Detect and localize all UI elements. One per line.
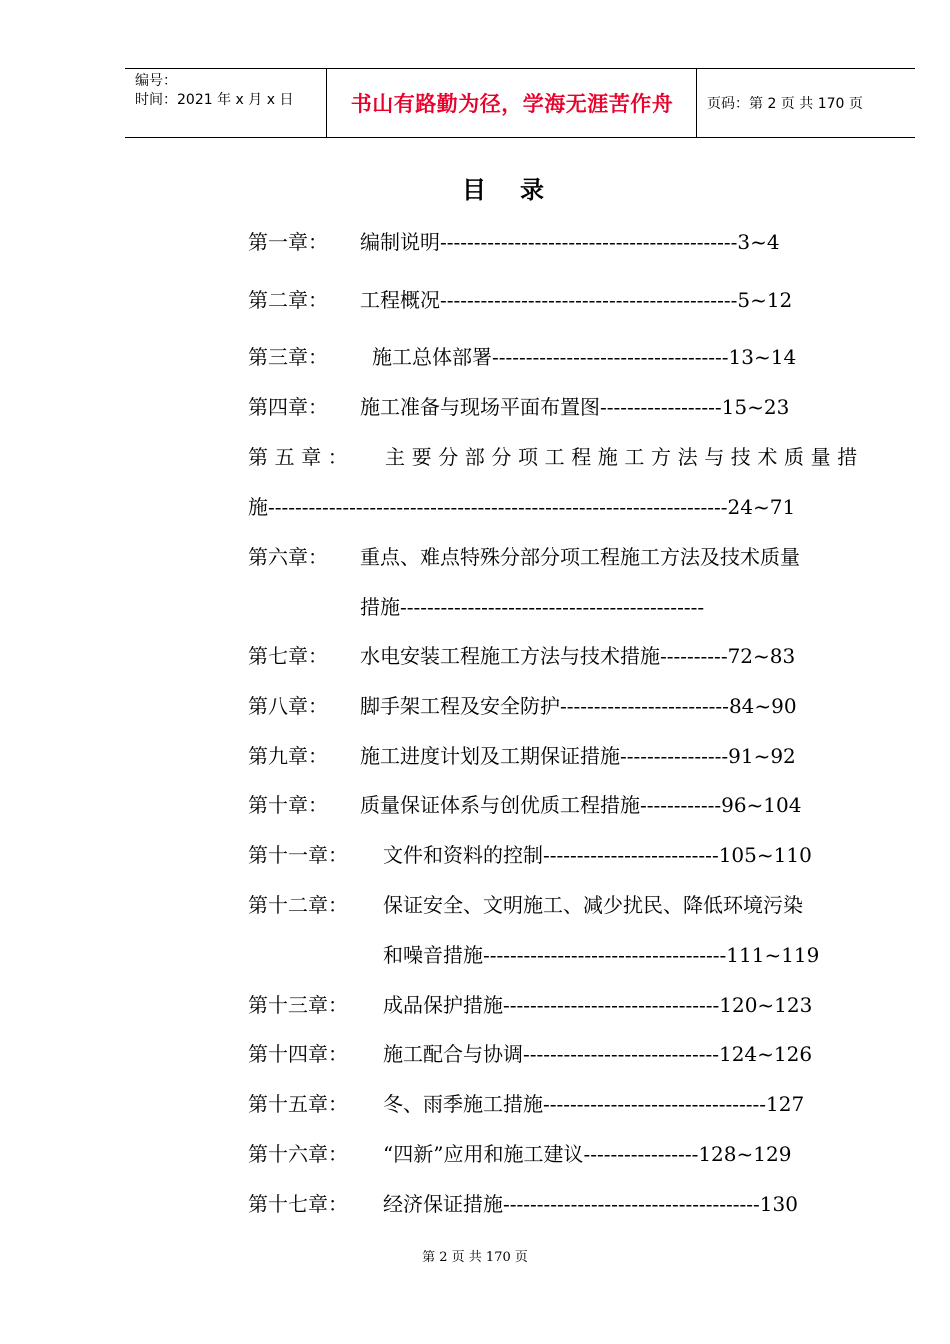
toc-chapter: 第十六章： (248, 1142, 348, 1166)
toc-chapter: 第二章： (248, 288, 328, 312)
toc-text: 质量保证体系与创优质工程措施------------96~104 (360, 793, 802, 817)
toc-chapter: 第四章： (248, 395, 328, 419)
toc-text: 施工准备与现场平面布置图------------------15~23 (360, 395, 790, 419)
toc-text: 水电安装工程施工方法与技术措施----------72~83 (360, 644, 796, 668)
toc-text: 施--------------------------------------------------------------------24~71 (248, 495, 796, 519)
toc-text: 脚手架工程及安全防护-------------------------84~90 (360, 694, 797, 718)
toc-chapter: 第十三章： (248, 993, 348, 1017)
toc-text: 重点、难点特殊分部分项工程施工方法及技术质量 (360, 545, 800, 569)
header-divider (696, 69, 697, 137)
toc-text: 措施--------------------------------------------- (360, 595, 705, 619)
toc-text: 施工进度计划及工期保证措施----------------91~92 (360, 744, 796, 768)
toc-chapter: 第五章： (248, 445, 355, 469)
toc-chapter: 第十一章： (248, 843, 348, 867)
toc-text: 主要分部分项工程施工方法与技术质量措 (385, 445, 864, 469)
toc-chapter: 第六章： (248, 545, 328, 569)
page-footer: 第 2 页 共 170 页 (422, 1250, 528, 1265)
document-number-label: 编号： (135, 73, 177, 89)
toc-text: 工程概况--------------------------------------------5~12 (360, 288, 793, 312)
document-time: 时间：2021 年 x 月 x 日 (135, 92, 294, 108)
toc-chapter: 第九章： (248, 744, 328, 768)
toc-text: “四新”应用和施工建议-----------------128~129 (383, 1142, 792, 1166)
toc-chapter: 第七章： (248, 644, 328, 668)
toc-text: 文件和资料的控制--------------------------105~110 (383, 843, 812, 867)
toc-chapter: 第一章： (248, 230, 328, 254)
toc-text: 和噪音措施------------------------------------111~119 (383, 943, 820, 967)
toc-text: 保证安全、文明施工、减少扰民、降低环境污染 (383, 893, 803, 917)
toc-chapter: 第十二章： (248, 893, 348, 917)
toc-text: 施工配合与协调-----------------------------124~126 (383, 1042, 813, 1066)
toc-text: 成品保护措施--------------------------------120~123 (383, 993, 813, 1017)
toc-chapter: 第十五章： (248, 1092, 348, 1116)
toc-text: 编制说明--------------------------------------------3~4 (360, 230, 780, 254)
toc-text: 施工总体部署-----------------------------------13~14 (372, 345, 797, 369)
toc-chapter: 第十四章： (248, 1042, 348, 1066)
toc-chapter: 第十七章： (248, 1192, 348, 1216)
header-page-info: 页码：第 2 页 共 170 页 (707, 96, 863, 112)
toc-chapter: 第十章： (248, 793, 328, 817)
toc-chapter: 第三章： (248, 345, 328, 369)
toc-chapter: 第八章： (248, 694, 328, 718)
toc-text: 经济保证措施--------------------------------------130 (383, 1192, 798, 1216)
page-title: 目录 (462, 175, 578, 204)
header-motto: 书山有路勤为径，学海无涯苦作舟 (350, 92, 674, 116)
toc-text: 冬、雨季施工措施---------------------------------127 (383, 1092, 805, 1116)
page-header (125, 68, 915, 138)
header-meta (135, 72, 293, 110)
